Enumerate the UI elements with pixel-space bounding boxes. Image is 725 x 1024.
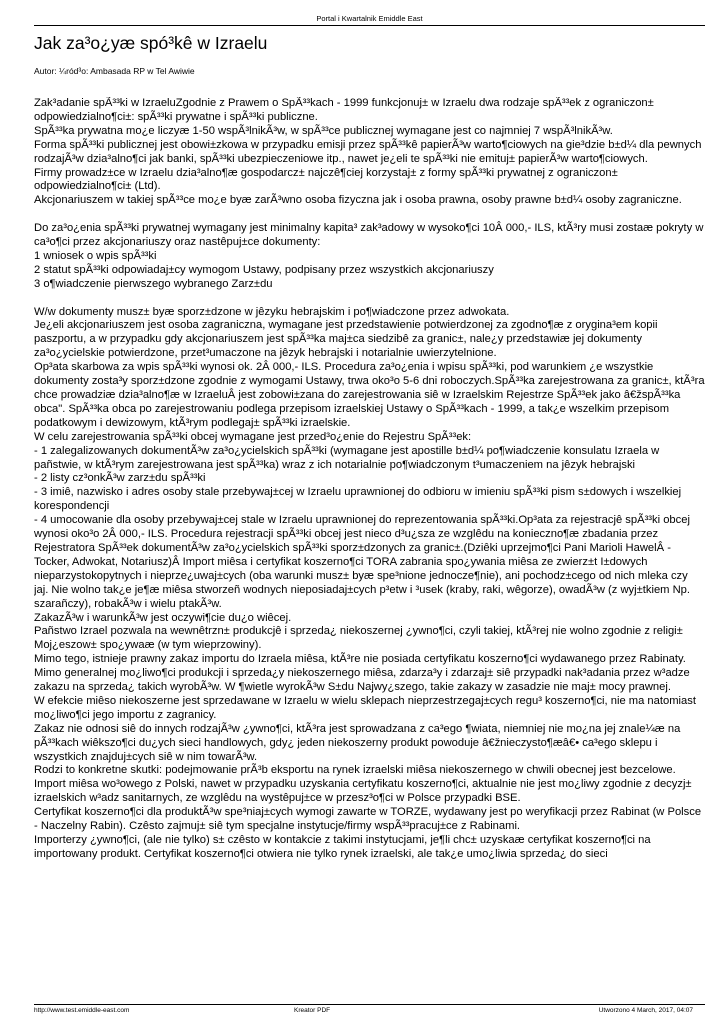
body-paragraph: Op³ata skarbowa za wpis spÃ³³ki wynosi ok. 2Â 000,- ILS. Procedura za³o¿enia i wpisu spÃ³³ki, pod warunkiem ¿e wszystkie dokumenty zosta³y sporz±dzone zgodnie z wymogami Ustawy, trwa oko³o 5-6 dni roboczych.SpÃ³³ka zarejestrowana za granic±, ktÃ³ra chce prowadziæ dzia³alno¶æ w IzraeluÂ jest zobowi±zana do zarejestrowania siê w Izraelskim Rejestrze SpÃ³³ek jako â€žspÃ³³ka obca". SpÃ³³ka obca po zarejestrowaniu podlega przepisom izraelskiej Ustawy o SpÃ³³kach - 1999, a tak¿e wszelkim przepisom podatkowym i dewizowym, ktÃ³rym podlegaj± spÃ³³ki izraelskie. xyxy=(34,361,705,429)
paragraph-gap xyxy=(34,208,705,222)
body-paragraph: ZakazÃ³w i warunkÃ³w jest oczywi¶cie du¿o wiêcej. xyxy=(34,611,292,624)
body-paragraph: SpÃ³³ka prywatna mo¿e liczyæ 1-50 wspÃ³lnikÃ³w, w spÃ³³ce publicznej wymagane jest co najmniej 7 wspÃ³lnikÃ³w. xyxy=(34,124,613,137)
article-author: Autor: ¼ród³o: Ambasada RP w Tel Awiwie xyxy=(34,66,195,76)
article-title: Jak za³o¿yæ spó³kê w Izraelu xyxy=(34,33,268,53)
paragraph-gap xyxy=(34,292,705,306)
body-paragraph: 1 wniosek o wpis spÃ³³ki xyxy=(34,249,157,262)
body-paragraph: 2 statut spÃ³³ki odpowiadaj±cy wymogom Ustawy, podpisany przez wszystkich akcjonariuszy xyxy=(34,263,494,276)
body-paragraph: Zak³adanie spÃ³³ki w IzraeluZgodnie z Prawem o SpÃ³³kach - 1999 funkcjonuj± w Izraelu dwa rodzaje spÃ³³ek z ograniczon± odpowiedzialno¶ci±: spÃ³³ki prywatne i spÃ³³ki publiczne. xyxy=(34,97,654,123)
body-paragraph: - 3 imiê, nazwisko i adres osoby stale przebywaj±cej w Izraelu uprawnionej do odbioru w imieniu spÃ³³ki pism s±dowych i wszelkiej korespondencji xyxy=(34,486,682,513)
body-paragraph: Rodzi to konkretne skutki: podejmowanie prÃ³b eksportu na rynek izraelski miêsa niekoszernego w chwili obecnej jest bezcelowe. xyxy=(34,764,676,777)
body-paragraph: Firmy prowadz±ce w Izraelu dzia³alno¶æ gospodarcz± najczê¶ciej korzystaj± z formy spÃ³³ki prywatnej z ograniczon± odpowiedzialno¶ci± (Ltd). xyxy=(34,166,618,193)
body-paragraph: Mimo generalnej mo¿liwo¶ci produkcji i sprzeda¿y niekoszernego miêsa, zdarza³y i zdarzaj± siê przypadki nak³adania przez w³adze zakazu na sprzeda¿ takich wyrobÃ³w. W ¶wietle wyrokÃ³w S±du Najwy¿szego, takie zakazy w zasadzie nie maj± mocy prawnej. xyxy=(34,667,690,694)
page-header: Portal i Kwartalnik Emiddle East xyxy=(34,14,705,26)
body-paragraph: W/w dokumenty musz± byæ sporz±dzone w jêzyku hebrajskim i po¶wiadczone przez adwokata. xyxy=(34,305,510,318)
body-paragraph: Certyfikat koszerno¶ci dla produktÃ³w spe³niaj±cych wymogi zawarte w TORZE, wydawany jest po weryfikacji przez Rabinat (w Polsce - Naczelny Rabin). Czêsto zajmuj± siê tym specjalne instytucje/firmy wspÃ³³pracuj±ce z Rabinami. xyxy=(34,806,702,833)
article-body xyxy=(34,97,705,1000)
body-paragraph: Akcjonariuszem w takiej spÃ³³ce mo¿e byæ zarÃ³wno osoba fizyczna jak i osoba prawna, osoby prawne b±d¼ osoby zagraniczne. xyxy=(34,194,682,207)
footer-creator: Kreator PDF xyxy=(294,1007,331,1014)
body-paragraph: Forma spÃ³³ki publicznej jest obowi±zkowa w przypadku emisji przez spÃ³³kê papierÃ³w warto¶ciowych na gie³dzie b±d¼ dla pewnych rodzajÃ³w dzia³alno¶ci jak banki, spÃ³³ki ubezpieczeniowe itp., nawet je¿eli te spÃ³³ki nie emituj± papierÃ³w warto¶ciowych. xyxy=(34,138,702,165)
page-footer xyxy=(34,1004,705,1017)
body-paragraph: - 1 zalegalizowanych dokumentÃ³w za³o¿ycielskich spÃ³³ki (wymagane jest apostille b±d¼ po¶wiadczenie konsulatu Izraela w pañstwie, w ktÃ³rym zarejestrowana jest spÃ³³ka) wraz z ich notarialnie po¶wiadczonym t³umaczeniem na jêzyk hebrajski xyxy=(34,444,660,471)
body-paragraph: Pañstwo Izrael pozwala na wewnêtrzn± produkcjê i sprzeda¿ niekoszernej ¿ywno¶ci, czyli takiej, ktÃ³rej nie wolno zgodnie z religi± Moj¿eszow± spo¿ywaæ (w tym wieprzowiny). xyxy=(34,625,683,652)
body-paragraph: Importerzy ¿ywno¶ci, (ale nie tylko) s± czêsto w kontakcie z takimi instytucjami, je¶li chc± uzyskaæ certyfikat koszerno¶ci na importowany produkt. Certyfikat koszerno¶ci otwiera nie tylko rynek izraelski, ale tak¿e umo¿liwia sprzeda¿ do sieci xyxy=(34,834,651,860)
body-paragraph: - 2 listy cz³onkÃ³w zarz±du spÃ³³ki xyxy=(34,472,206,485)
body-paragraph: - 4 umocowanie dla osoby przebywaj±cej stale w Izraelu uprawnionej do reprezentowania spÃ³³ki.Op³ata za rejestracjê spÃ³³ki obcej wynosi oko³o 2Â 000,- ILS. Procedura rejestracji spÃ³³ki obcej jest nieco d³u¿sza ze wzglêdu na konieczno¶æ zbadania przez Rejestratora SpÃ³³ek dokumentÃ³w za³o¿ycielskich spÃ³³ki sporz±dzonych za granic±.(Dziêki uprzejmo¶ci Pani Marioli HawelÂ - Tocker, Adwokat, Notariusz)Â Import miêsa i certyfikat koszerno¶ci TORA zabrania spo¿ywania miêsa ze zwierz±t I±dowych nieparzystokopytnych i nieprze¿uwaj±cych (oba warunki musz± byæ spe³nione jednocze¶nie), ani pochodz±cego od nich mleka czy jaj. Nie wolno tak¿e je¶æ miêsa stworzeñ wodnych nieposiadaj±cych p³etw i ³usek (kraby, raki, wêgorze), owadÃ³w (z wyj±tkiem Np. szarañczy), robakÃ³w i wielu ptakÃ³w. xyxy=(34,514,691,610)
body-paragraph: Je¿eli akcjonariuszem jest osoba zagraniczna, wymagane jest przedstawienie potwierdzonej za zgodno¶æ z orygina³em kopii paszportu, a w przypadku gdy akcjonariuszem jest spÃ³³ka maj±ca siedzibê za granic±, nale¿y przedstawiæ jej dokumenty za³o¿ycielskie potwierdzone, przet³umaczone na jêzyk hebrajski i notarialnie uwierzytelnione. xyxy=(34,319,658,360)
body-paragraph: Mimo tego, istnieje prawny zakaz importu do Izraela miêsa, ktÃ³re nie posiada certyfikatu koszerno¶ci wydawanego przez Rabinaty. xyxy=(34,653,686,666)
body-paragraph: W efekcie miêso niekoszerne jest sprzedawane w Izraelu w wielu sklepach nieprzestrzegaj±cych regu³ koszerno¶ci, nie ma natomiast mo¿liwo¶ci jego importu z zagranicy. xyxy=(34,694,696,721)
body-paragraph: W celu zarejestrowania spÃ³³ki obcej wymagane jest przed³o¿enie do Rejestru SpÃ³³ek: xyxy=(34,430,472,443)
footer-created: Utworzono 4 March, 2017, 04:07 xyxy=(598,1007,693,1014)
body-paragraph: Do za³o¿enia spÃ³³ki prywatnej wymagany jest minimalny kapita³ zak³adowy w wysoko¶ci 10Â 000,- ILS, ktÃ³ry musi zostaæ pokryty w ca³o¶ci przez akcjonariuszy oraz nastêpuj±ce dokumenty: xyxy=(34,222,704,249)
body-paragraph: Zakaz nie odnosi siê do innych rodzajÃ³w ¿ywno¶ci, ktÃ³ra jest sprowadzana z ca³ego ¶wiata, niemniej nie mo¿na jej znale¼æ na pÃ³³kach wiêkszo¶ci du¿ych sieci handlowych, gdy¿ jeden niekoszerny produkt powoduje â€žnieczysto¶æâ€• ca³ego sklepu i wszystkich znajduj±cych siê w nim towarÃ³w. xyxy=(34,722,681,763)
body-paragraph: Import miêsa wo³owego z Polski, nawet w przypadku uzyskania certyfikatu koszerno¶ci, aktualnie nie jest mo¿liwy zgodnie z decyzj± izraelskich w³adz sanitarnych, ze wzglêdu na wystêpuj±ce w przesz³o¶ci w Polsce przypadki BSE. xyxy=(34,778,692,805)
body-paragraph: 3 o¶wiadczenie pierwszego wybranego Zarz±du xyxy=(34,277,273,290)
footer-url[interactable]: http://www.test.emiddle-east.com xyxy=(34,1007,130,1014)
